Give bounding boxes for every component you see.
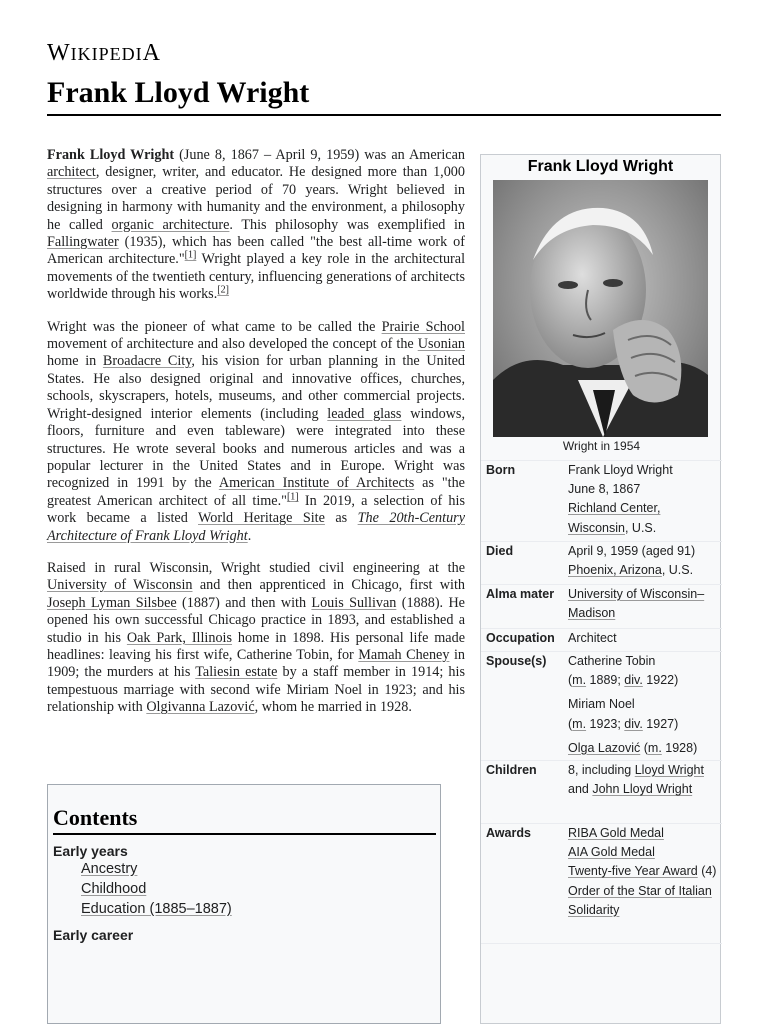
subject-name: Frank Lloyd Wright bbox=[47, 147, 175, 163]
abbr-married[interactable]: m. bbox=[572, 716, 587, 731]
text: 1923; bbox=[586, 716, 625, 731]
link-silsbee[interactable]: Joseph Lyman Silsbee bbox=[47, 594, 177, 611]
row-value bbox=[568, 461, 718, 538]
row-label: Born bbox=[486, 463, 516, 477]
text: . bbox=[247, 527, 252, 544]
link-20th-century-architecture[interactable]: The 20th-Century Architecture of Frank Lloyd Wright bbox=[47, 510, 465, 544]
toc-item-early-years[interactable]: Early years bbox=[53, 843, 128, 859]
text: as bbox=[324, 510, 358, 527]
link-fallingwater[interactable]: Fallingwater bbox=[47, 234, 119, 251]
text: (1887) and then with bbox=[176, 594, 312, 611]
row-label: Children bbox=[486, 763, 537, 777]
text: Raised in rural Wisconsin, Wright studied civil engineering at the bbox=[47, 559, 465, 576]
link-lloyd-wright[interactable]: Lloyd Wright bbox=[634, 763, 704, 777]
link-phoenix[interactable]: Phoenix, Arizona bbox=[568, 563, 662, 578]
article-body bbox=[47, 147, 465, 732]
row-label: Alma mater bbox=[486, 587, 555, 601]
text: home in bbox=[47, 353, 103, 370]
infobox-title: Frank Lloyd Wright bbox=[527, 158, 674, 175]
text: and bbox=[568, 782, 593, 797]
abbr-divorced[interactable]: div. bbox=[624, 673, 643, 688]
page-title: Frank Lloyd Wright bbox=[47, 76, 721, 116]
citation-ref[interactable]: [1] bbox=[184, 249, 197, 261]
text: windows, floors, furniture and even tableware) were integrated into these structures. He wrote several books and numerous articles and was a popular lecturer in the United States and in Europe. Wright was recognized in 1991 by the bbox=[47, 405, 465, 492]
link-aia-gold-medal[interactable]: AIA Gold Medal bbox=[568, 845, 655, 860]
link-leaded-glass[interactable]: leaded glass bbox=[327, 405, 402, 422]
row-value bbox=[568, 585, 718, 623]
text: (1935), which has been called "the best all-time work of American architecture." bbox=[47, 234, 465, 268]
portrait-photo bbox=[493, 180, 708, 437]
link-riba-gold-medal[interactable]: RIBA Gold Medal bbox=[568, 826, 664, 840]
infobox-row-alma-mater bbox=[481, 584, 722, 623]
infobox-divider bbox=[481, 943, 722, 945]
link-order-star-italian-solidarity[interactable]: Order of the Star of Italian Solidarity bbox=[568, 883, 712, 917]
text: (June 8, 1867 – April 9, 1959) was an American bbox=[174, 147, 465, 163]
link-richland-center[interactable]: Richland Center, Wisconsin bbox=[568, 501, 661, 535]
link-uw-madison[interactable]: University of Wisconsin–Madison bbox=[568, 587, 705, 621]
text: 8, including bbox=[568, 763, 635, 777]
text: 1928) bbox=[661, 740, 698, 755]
infobox-row-died bbox=[481, 541, 722, 580]
row-label: Spouse(s) bbox=[486, 654, 547, 668]
text: . This philosophy was exemplified in bbox=[229, 216, 466, 233]
link-twenty-five-year-award[interactable]: Twenty-five Year Award bbox=[568, 864, 698, 879]
text: and then apprenticed in Chicago, first with bbox=[192, 577, 465, 594]
link-university-of-wisconsin[interactable]: University of Wisconsin bbox=[47, 577, 193, 594]
text: , whom he married in 1928. bbox=[254, 699, 412, 716]
text: (4) bbox=[697, 864, 717, 879]
link-broadacre-city[interactable]: Broadacre City bbox=[102, 353, 192, 370]
infobox-row-born bbox=[481, 460, 722, 538]
link-john-lloyd-wright[interactable]: John Lloyd Wright bbox=[592, 782, 693, 797]
abbr-married[interactable]: m. bbox=[572, 673, 587, 688]
link-olga-lazovic[interactable]: Olga Lazović bbox=[568, 740, 641, 755]
image-caption: Wright in 1954 bbox=[562, 439, 641, 453]
link-louis-sullivan[interactable]: Louis Sullivan bbox=[311, 594, 397, 611]
row-value: Architect bbox=[568, 631, 617, 645]
text: April 9, 1959 (aged 91) bbox=[568, 544, 696, 558]
paragraph-career bbox=[47, 319, 465, 545]
text: by a staff member in 1914; his tempestuous marriage with second wife Miriam Noel in 1923; and his relationship with bbox=[47, 664, 465, 716]
paragraph-life bbox=[47, 560, 465, 717]
row-value bbox=[568, 761, 718, 799]
toc-item-early-career[interactable]: Early career bbox=[53, 927, 134, 943]
citation-ref[interactable]: [2] bbox=[217, 284, 229, 296]
text: as "the greatest American architect of all time." bbox=[47, 475, 465, 509]
infobox-row-spouses bbox=[481, 651, 722, 758]
text: , his vision for urban planning in the United States. He also designed original and innovative offices, churches, schools, skyscrapers, hotels, museums, and other commercial projects. Wright-designed interior elements (including bbox=[47, 353, 465, 422]
toc-item-childhood[interactable]: Childhood bbox=[81, 881, 147, 897]
text: In 2019, a selection of his work became a listed bbox=[47, 492, 465, 527]
row-label: Occupation bbox=[486, 631, 555, 645]
text: , U.S. bbox=[661, 563, 694, 578]
row-label: Died bbox=[486, 544, 514, 558]
text: , U.S. bbox=[624, 520, 657, 535]
wikipedia-wordmark[interactable]: WIKIPEDIA bbox=[47, 40, 161, 66]
text: home in 1898. His personal life made headlines: leaving his first wife, Catherine Tobin, for bbox=[47, 629, 465, 663]
text: in 1909; the murders at his bbox=[47, 646, 465, 681]
row-value: Catherine Tobin (m. 1889; div. 1922) Miriam Noel (m. 1923; div. 1927) Olga Lazović (m. 1928) bbox=[568, 652, 718, 758]
row-value bbox=[568, 542, 718, 580]
toc-title: Contents bbox=[53, 805, 436, 835]
text: , designer, writer, and educator. He designed more than 1,000 structures over a creative period of 70 years. Wright believed in designing in harmony with humanity and the environment, a philosophy he called bbox=[47, 164, 465, 233]
spouse-name: Miriam Noel bbox=[568, 697, 635, 712]
toc-item-education[interactable]: Education (1885–1887) bbox=[81, 901, 232, 917]
link-architect[interactable]: architect bbox=[47, 164, 96, 181]
link-prairie-school[interactable]: Prairie School bbox=[381, 318, 465, 335]
table-of-contents bbox=[47, 784, 441, 1024]
text: 1927) bbox=[642, 716, 679, 731]
spouse-name: Catherine Tobin bbox=[568, 654, 656, 668]
infobox-row-occupation bbox=[481, 628, 722, 648]
link-mamah-cheney[interactable]: Mamah Cheney bbox=[358, 646, 450, 663]
portrait-image[interactable] bbox=[493, 180, 708, 437]
infobox bbox=[480, 154, 721, 1024]
abbr-married[interactable]: m. bbox=[647, 740, 662, 755]
link-taliesin[interactable]: Taliesin estate bbox=[195, 664, 278, 681]
link-olgivanna[interactable]: Olgivanna Lazović bbox=[146, 699, 255, 716]
row-label: Awards bbox=[486, 826, 531, 840]
text: Frank Lloyd Wright bbox=[568, 463, 673, 477]
text: 1889; bbox=[586, 673, 625, 688]
link-organic-architecture[interactable]: organic architecture bbox=[111, 216, 230, 233]
text: Wright was the pioneer of what came to be called the bbox=[47, 318, 382, 335]
infobox-row-children bbox=[481, 760, 722, 799]
row-value bbox=[568, 824, 718, 920]
text: (1888). He opened his own successful Chicago practice in 1893, and established a studio in his bbox=[47, 594, 465, 646]
link-usonian[interactable]: Usonian bbox=[417, 336, 465, 353]
link-oak-park[interactable]: Oak Park, Illinois bbox=[126, 629, 233, 646]
text: 1922) bbox=[642, 673, 679, 688]
citation-ref[interactable]: [1] bbox=[286, 490, 299, 502]
link-world-heritage-site[interactable]: World Heritage Site bbox=[198, 510, 325, 527]
text: June 8, 1867 bbox=[568, 482, 641, 497]
abbr-divorced[interactable]: div. bbox=[624, 716, 643, 731]
infobox-row-awards bbox=[481, 823, 722, 920]
text: movement of architecture and also developed the concept of the bbox=[47, 336, 418, 353]
toc-item-ancestry[interactable]: Ancestry bbox=[81, 861, 138, 877]
text: Wright played a key role in the architectural movements of the twentieth century, influencing generations of architects worldwide through his works. bbox=[47, 251, 466, 303]
link-aia[interactable]: American Institute of Architects bbox=[218, 475, 415, 492]
paragraph-intro bbox=[47, 147, 465, 304]
